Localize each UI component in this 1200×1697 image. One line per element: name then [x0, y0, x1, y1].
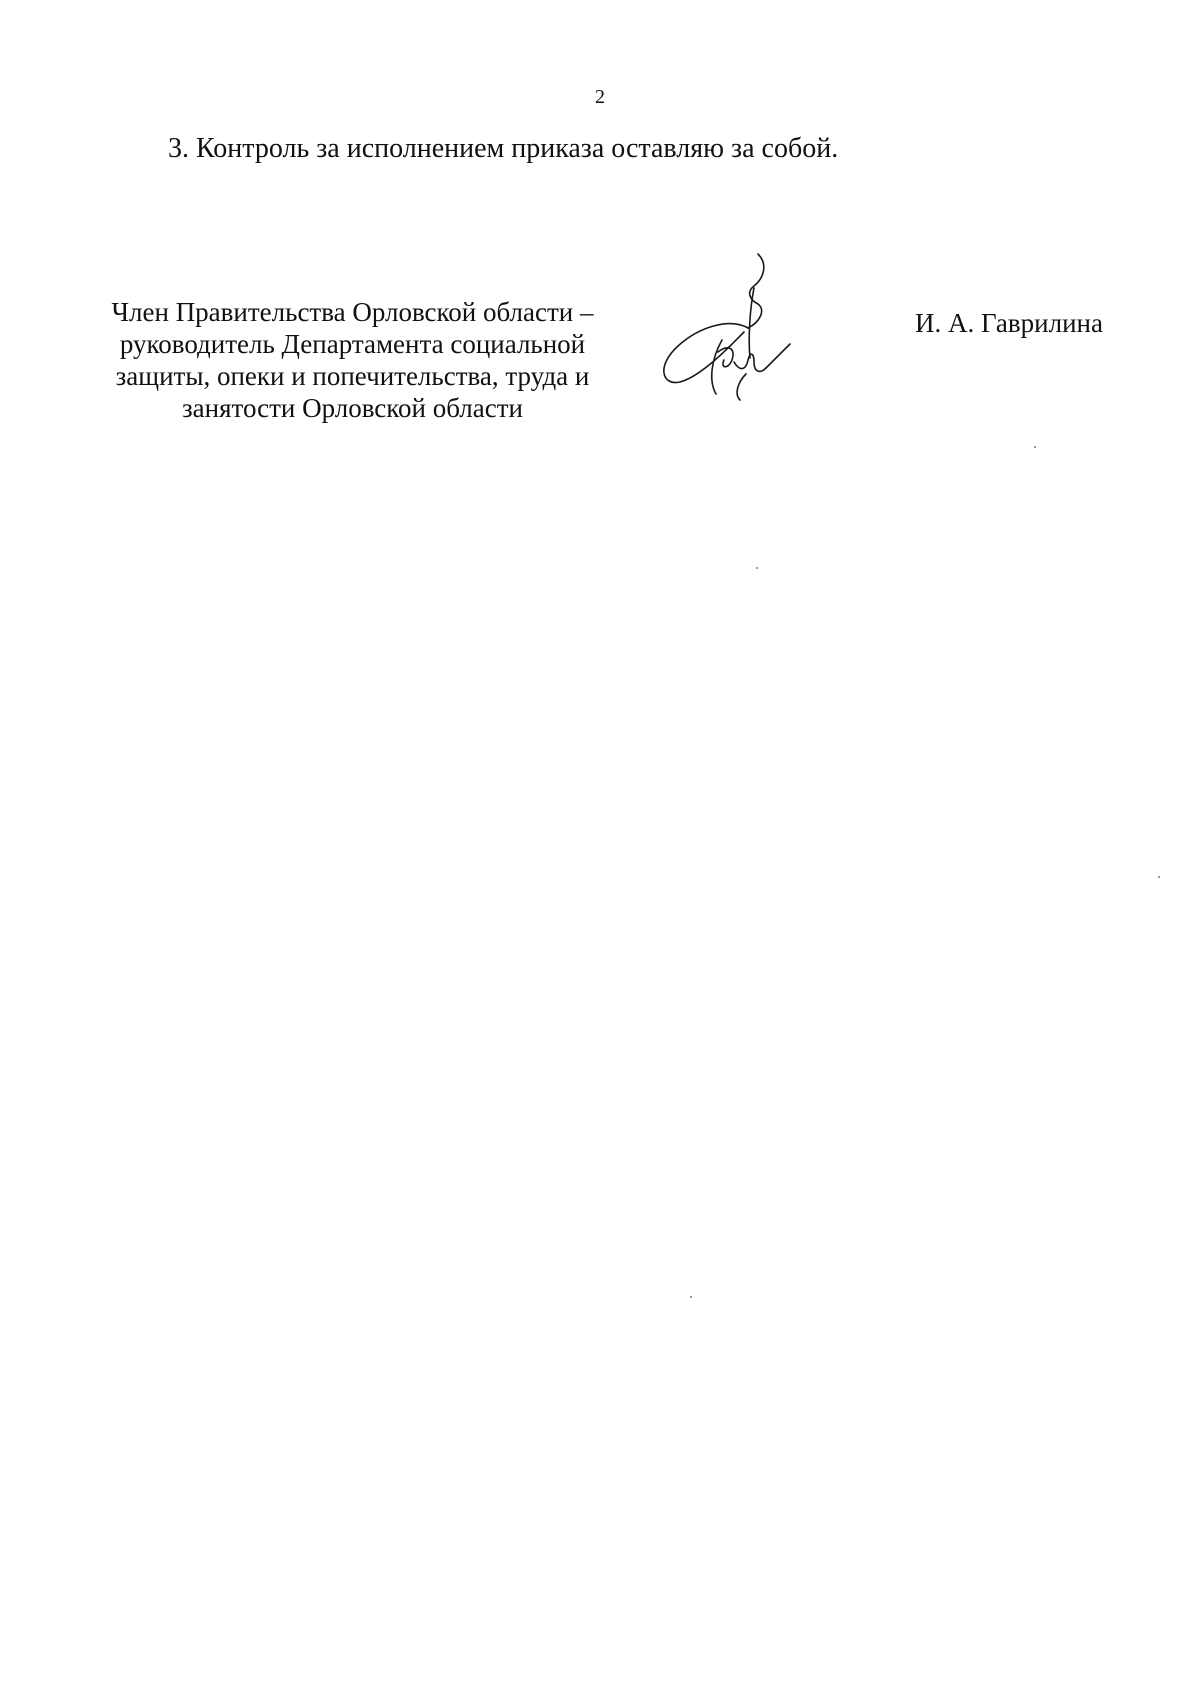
scan-speck: [756, 567, 758, 569]
signer-position: [80, 296, 625, 424]
signer-name: И. А. Гаврилина: [915, 308, 1103, 338]
signer-position-line: защиты, опеки и попечительства, труда и: [115, 361, 590, 391]
scan-speck: [1034, 446, 1036, 448]
control-paragraph: 3. Контроль за исполнением приказа оставляю за собой.: [168, 133, 839, 164]
scan-speck: [1158, 876, 1160, 878]
scan-speck: [690, 1296, 692, 1298]
signer-position-line: Член Правительства Орловской области –: [111, 297, 594, 327]
page-number: 2: [595, 86, 605, 108]
signer-position-line: занятости Орловской области: [181, 393, 523, 423]
signer-position-line: руководитель Департамента социальной: [119, 329, 586, 359]
handwritten-signature: [650, 248, 800, 428]
